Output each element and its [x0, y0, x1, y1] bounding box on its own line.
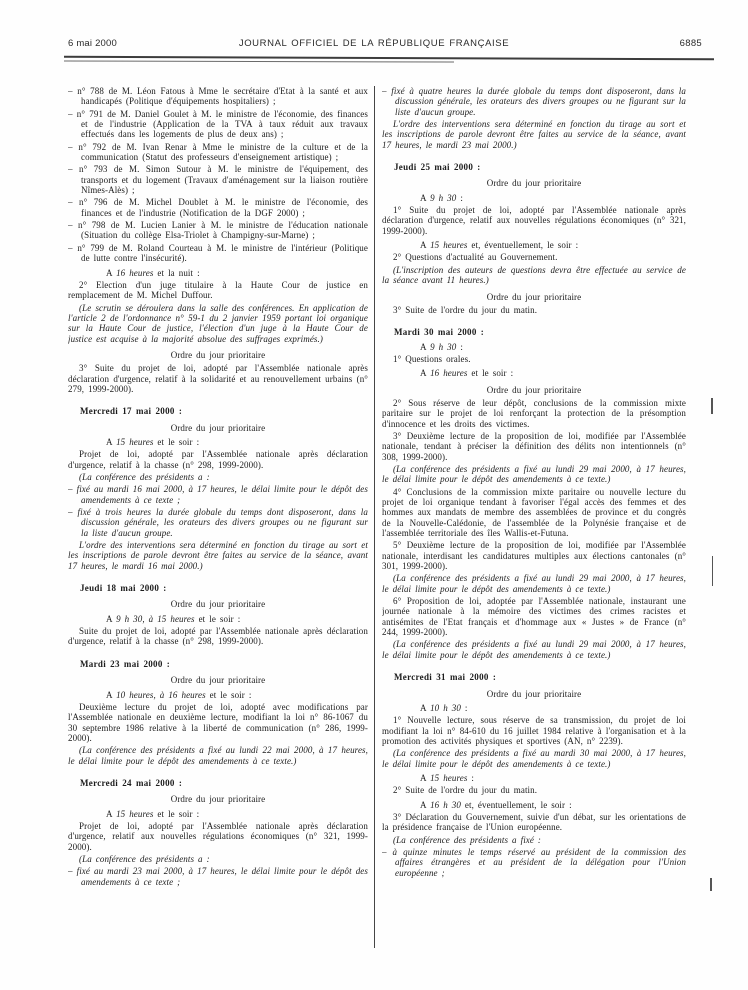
paragraph: 3° Suite du projet de loi, adopté par l'Assemblée nationale après déclaration d'urgence, relatif à la solidarité et au renouvellement urbains (n° 279, 1999-2000).	[68, 363, 368, 394]
time-line: A 9 h 30 :	[420, 341, 463, 352]
date-heading: Jeudi 25 mai 2000 :	[394, 162, 481, 173]
time-line: A 10 heures, à 16 heures et le soir :	[106, 689, 252, 700]
note-paragraph: (La conférence des présidents a fixé au lundi 22 mai 2000, à 17 heures, le délai limite pour le dépôt des amendements à ce texte.)	[68, 745, 368, 766]
header-page-number: 6885	[679, 38, 702, 49]
paragraph: 1° Suite du projet de loi, adopté par l'Assemblée nationale après déclaration d'urgence, relatif aux nouvelles régulations économiques (n° 321, 1999-2000).	[382, 205, 686, 236]
section-heading: Ordre du jour prioritaire	[170, 675, 266, 686]
note-paragraph: L'ordre des interventions sera déterminé en fonction du tirage au sort et les inscriptions de parole devront être faites au service de la séance, avant 17 heures, le mardi 23 mai 2000.)	[382, 119, 686, 150]
paragraph: 3° Suite de l'ordre du jour du matin.	[393, 304, 538, 315]
left-column	[68, 86, 368, 986]
date-heading: Mercredi 24 mai 2000 :	[80, 777, 183, 788]
column-divider	[374, 86, 375, 948]
paragraph: Projet de loi, adopté par l'Assemblée nationale après déclaration d'urgence, relatif aux nouvelles régulations économiques (n° 321, 1999-2000).	[68, 820, 368, 852]
section-heading: Ordre du jour prioritaire	[170, 349, 266, 360]
paragraph: 2° Questions d'actualité au Gouvernement.	[393, 252, 558, 263]
note-paragraph: (La conférence des présidents a :	[79, 853, 210, 864]
note-paragraph: (La conférence des présidents a fixé au lundi 29 mai 2000, à 17 heures, le délai limite pour le dépôt des amendements à ce texte.)	[382, 639, 686, 660]
scan-artifact	[712, 556, 713, 586]
paragraph: 1° Questions orales.	[393, 353, 471, 364]
section-heading: Ordre du jour prioritaire	[486, 384, 582, 395]
time-line: A 16 h 30 et, éventuellement, le soir :	[420, 799, 572, 810]
note-list-item: – fixé au mardi 16 mai 2000, à 17 heures, le délai limite pour le dépôt des amendements à ce texte ;	[68, 484, 368, 505]
right-column	[382, 86, 686, 986]
paragraph: 2° Suite de l'ordre du jour du matin.	[393, 785, 538, 796]
note-list-item: – à quinze minutes le temps réservé au président de la commission des affaires étrangères et au président de la délégation pour l'Union européenne ;	[382, 846, 686, 878]
note-paragraph: (La conférence des présidents a fixé au lundi 29 mai 2000, à 17 heures, le délai limite pour le dépôt des amendements à ce texte.)	[382, 573, 686, 594]
scan-artifact	[711, 398, 713, 414]
time-line: A 15 heures et, éventuellement, le soir :	[420, 240, 579, 251]
date-heading: Mercredi 17 mai 2000 :	[80, 406, 183, 417]
list-item: – n° 793 de M. Simon Sutour à M. le ministre de l'équipement, des transports et du logement (Travaux d'aménagement sur la liaison routière Nîmes-Alès) ;	[68, 164, 368, 196]
list-item: – n° 791 de M. Daniel Goulet à M. le ministre de l'économie, des finances et de l'industrie (Application de la TVA à taux réduit aux travaux effectués dans les logements de plus de deux ans) ;	[68, 108, 368, 140]
time-line: A 16 heures et le soir :	[420, 368, 514, 379]
list-item: – n° 792 de M. Ivan Renar à Mme le ministre de la culture et de la communication (Statut des professeurs d'enseignement artistique) ;	[68, 141, 368, 163]
note-paragraph: (La conférence des présidents a fixé au lundi 29 mai 2000, à 17 heures, le délai limite pour le dépôt des amendements à ce texte.)	[382, 463, 686, 485]
list-item: – n° 796 de M. Michel Doublet à M. le ministre de l'économie, des finances et de l'industrie (Notification de la DGF 2000) ;	[68, 197, 368, 218]
date-heading: Jeudi 18 mai 2000 :	[80, 583, 167, 594]
paragraph: 4° Conclusions de la commission mixte paritaire ou nouvelle lecture du projet de loi organique tendant à favoriser l'égal accès des femmes et des hommes aux mandats de membre des assemblées de province et du congrès de la Nouvelle-Calédonie, de l'assemblée de la Polynésie française et de l'assemblée territoriale des îles Wallis-et-Futuna.	[382, 486, 686, 539]
note-paragraph: (L'inscription des auteurs de questions devra être effectuée au service de la séance avant 11 heures.)	[382, 264, 686, 286]
date-heading: Mercredi 31 mai 2000 :	[394, 672, 497, 683]
list-item: – n° 798 de M. Lucien Lanier à M. le ministre de l'éducation nationale (Situation du collège Elsa-Triolet à Champigny-sur-Marne) ;	[68, 220, 368, 241]
note-paragraph: (La conférence des présidents a :	[79, 472, 210, 482]
paragraph: 3° Déclaration du Gouvernement, suivie d'un débat, sur les orientations de la présidence française de l'Union européenne.	[382, 811, 686, 833]
paragraph: 5° Deuxième lecture de la proposition de loi, modifiée par l'Assemblée nationale, interdisant les candidatures multiples aux élections cantonales (n° 301, 1999-2000).	[382, 540, 686, 572]
date-heading: Mardi 23 mai 2000 :	[80, 658, 171, 669]
paragraph: Deuxième lecture du projet de loi, adopté avec modifications par l'Assemblée nationale en deuxième lecture, modifiant la loi n° 86-1067 du 30 septembre 1986 relative à la liberté de communication (n° 286, 1999-2000).	[68, 701, 368, 743]
paragraph: Projet de loi, adopté par l'Assemblée nationale après déclaration d'urgence, relatif à la chasse (n° 298, 1999-2000).	[68, 449, 368, 470]
header-title: JOURNAL OFFICIEL DE LA RÉPUBLIQUE FRANÇAISE	[238, 38, 510, 49]
paragraph: 1° Nouvelle lecture, sous réserve de sa transmission, du projet de loi modifiant la loi n° 84-610 du 16 juillet 1984 relative à l'organisation et à la promotion des activités physiques et sportives (AN, n° 2239).	[382, 715, 686, 746]
time-line: A 15 heures et le soir :	[106, 808, 200, 819]
time-line: A 16 heures et la nuit :	[106, 267, 200, 278]
time-line: A 15 heures :	[420, 772, 475, 783]
paragraph: Suite du projet de loi, adopté par l'Assemblée nationale après déclaration d'urgence, relatif à la chasse (n° 298, 1999-2000).	[68, 626, 368, 647]
section-heading: Ordre du jour prioritaire	[170, 794, 266, 805]
note-list-item: – fixé à trois heures la durée globale du temps dont disposeront, dans la discussion générale, les orateurs des divers groupes ou ne figurant sur la liste d'aucun groupe.	[68, 507, 368, 538]
note-list-item: – fixé à quatre heures la durée globale du temps dont disposeront, dans la discussion générale, les orateurs des divers groupes ou ne figurant sur la liste d'aucun groupe.	[382, 86, 686, 117]
paragraph: 2° Sous réserve de leur dépôt, conclusions de la commission mixte paritaire sur le projet de loi renforçant la protection de la présomption d'innocence et les droits des victimes.	[382, 397, 686, 429]
note-list-item: – fixé au mardi 23 mai 2000, à 17 heures, le délai limite pour le dépôt des amendements à ce texte ;	[68, 866, 368, 887]
paragraph: 6° Proposition de loi, adoptée par l'Assemblée nationale, instaurant une journée nationale à la mémoire des victimes des crimes racistes et antisémites de l'Etat français et d'hommage aux « Justes » de France (n° 244, 1999-2000).	[382, 596, 686, 638]
page-header	[0, 38, 748, 52]
section-heading: Ordre du jour prioritaire	[486, 688, 582, 699]
note-paragraph: (La conférence des présidents a fixé au mardi 30 mai 2000, à 17 heures, le délai limite pour le dépôt des amendements à ce texte.)	[382, 748, 686, 769]
list-item: – n° 799 de M. Roland Courteau à M. le ministre de l'intérieur (Politique de lutte contre l'insécurité).	[68, 242, 368, 264]
header-date: 6 mai 2000	[68, 38, 118, 49]
list-item: – n° 788 de M. Léon Fatous à Mme le secrétaire d'Etat à la santé et aux handicapés (Politique d'équipements hospitaliers) ;	[68, 86, 368, 107]
time-line: A 9 h 30, à 15 heures et le soir :	[106, 613, 241, 624]
header-rule-secondary	[64, 60, 454, 62]
header-rule	[64, 56, 714, 60]
section-heading: Ordre du jour prioritaire	[486, 178, 582, 189]
note-paragraph: L'ordre des interventions sera déterminé en fonction du tirage au sort et les inscriptions de parole devront être faites au service de la séance, avant 17 heures, le mardi 16 mai 2000.)	[68, 540, 368, 571]
paragraph: 2° Election d'un juge titulaire à la Haute Cour de justice en remplacement de M. Michel Duffour.	[68, 279, 368, 301]
note-paragraph: (La conférence des présidents a fixé :	[393, 834, 542, 845]
time-line: A 10 h 30 :	[420, 702, 468, 713]
scan-artifact	[710, 878, 712, 891]
section-heading: Ordre du jour prioritaire	[170, 599, 266, 610]
time-line: A 15 heures et le soir :	[106, 436, 200, 447]
paragraph: 3° Deuxième lecture de la proposition de loi, modifiée par l'Assemblée nationale, tendant à préciser la définition des délits non intentionnels (n° 308, 1999-2000).	[382, 430, 686, 462]
section-heading: Ordre du jour prioritaire	[486, 291, 582, 302]
section-heading: Ordre du jour prioritaire	[170, 422, 266, 433]
date-heading: Mardi 30 mai 2000 :	[394, 327, 485, 338]
time-line: A 9 h 30 :	[420, 192, 463, 203]
note-paragraph: (Le scrutin se déroulera dans la salle des conférences. En application de l'article 2 de l'ordonnance n° 59-1 du 2 janvier 1959 portant loi organique sur la Haute Cour de justice, l'élection d'un juge à la Haute Cour de justice est acquise à la majorité absolue des suffrages exprimés.)	[68, 302, 368, 344]
